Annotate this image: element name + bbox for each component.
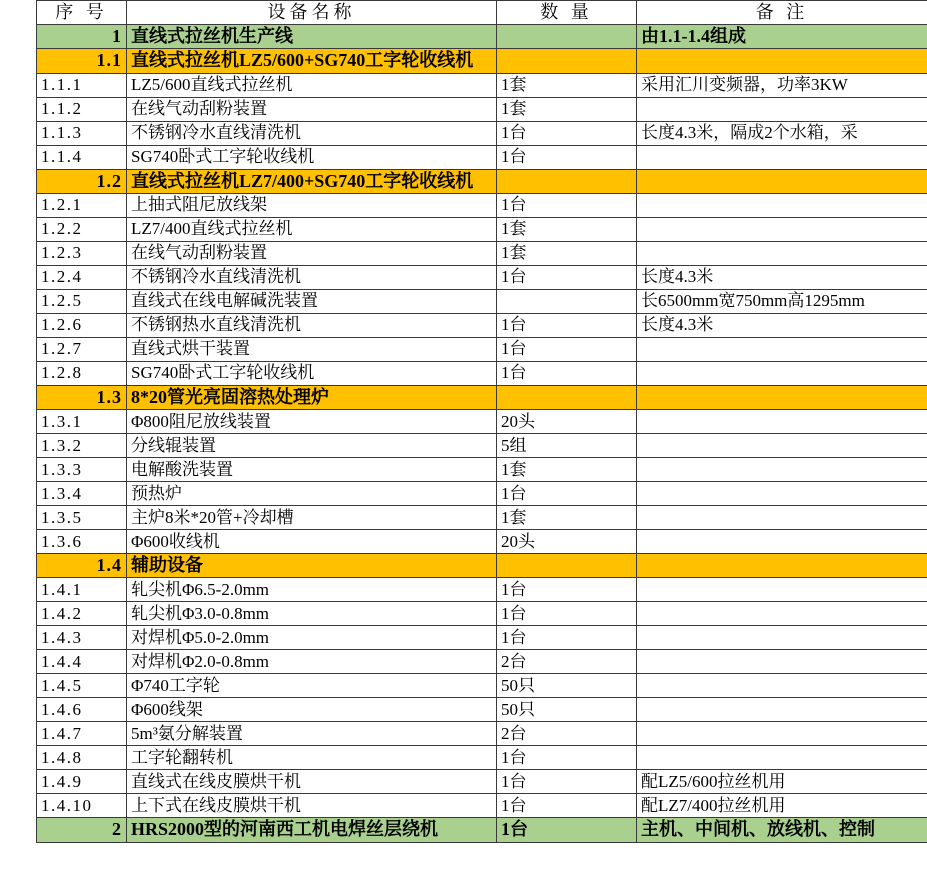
cell-quantity[interactable]: 1套 <box>497 458 637 482</box>
table-row[interactable] <box>37 361 927 385</box>
cell-note[interactable] <box>637 458 927 482</box>
cell-quantity[interactable]: 1台 <box>497 578 637 602</box>
cell-note[interactable]: 长度4.3米 <box>637 313 927 337</box>
cell-no[interactable]: 2 <box>37 818 127 842</box>
cell-equipment-name[interactable]: 5m³氨分解装置 <box>127 722 497 746</box>
cell-note[interactable] <box>637 602 927 626</box>
table-row[interactable] <box>37 530 927 554</box>
cell-quantity[interactable]: 1台 <box>497 794 637 818</box>
cell-note[interactable]: 长6500mm宽750mm高1295mm <box>637 289 927 313</box>
cell-no[interactable]: 1.2.5 <box>37 289 127 313</box>
cell-equipment-name[interactable]: Φ740工字轮 <box>127 674 497 698</box>
cell-note[interactable] <box>637 698 927 722</box>
table-row[interactable] <box>37 818 927 842</box>
cell-no[interactable]: 1.3.4 <box>37 482 127 506</box>
table-row[interactable] <box>37 385 927 409</box>
cell-note[interactable] <box>637 193 927 217</box>
cell-equipment-name[interactable]: 在线气动刮粉装置 <box>127 97 497 121</box>
table-row[interactable] <box>37 410 927 434</box>
cell-no[interactable]: 1.4.6 <box>37 698 127 722</box>
cell-note[interactable] <box>637 361 927 385</box>
cell-note[interactable] <box>637 217 927 241</box>
cell-equipment-name[interactable]: 直线式烘干装置 <box>127 337 497 361</box>
column-header-qty: 数 量 <box>497 1 637 25</box>
table-row[interactable] <box>37 25 927 49</box>
cell-quantity[interactable]: 1台 <box>497 145 637 169</box>
cell-equipment-name[interactable]: 电解酸洗装置 <box>127 458 497 482</box>
cell-quantity[interactable]: 1台 <box>497 193 637 217</box>
cell-equipment-name[interactable]: SG740卧式工字轮收线机 <box>127 145 497 169</box>
cell-equipment-name[interactable]: SG740卧式工字轮收线机 <box>127 361 497 385</box>
cell-quantity[interactable] <box>497 289 637 313</box>
cell-quantity[interactable]: 1套 <box>497 241 637 265</box>
cell-no[interactable]: 1.2.7 <box>37 337 127 361</box>
table-row[interactable] <box>37 193 927 217</box>
cell-equipment-name[interactable]: 8*20管光亮固溶热处理炉 <box>127 385 497 409</box>
table-row[interactable] <box>37 674 927 698</box>
cell-equipment-name[interactable]: 主炉8米*20管+冷却槽 <box>127 506 497 530</box>
cell-no[interactable]: 1.4.10 <box>37 794 127 818</box>
cell-quantity[interactable] <box>497 49 637 73</box>
cell-note[interactable] <box>637 578 927 602</box>
cell-quantity[interactable]: 1套 <box>497 506 637 530</box>
cell-no[interactable]: 1.2 <box>37 169 127 193</box>
cell-note[interactable] <box>637 434 927 458</box>
cell-note[interactable] <box>637 97 927 121</box>
cell-quantity[interactable]: 1套 <box>497 97 637 121</box>
cell-quantity[interactable]: 1套 <box>497 217 637 241</box>
cell-no[interactable]: 1.2.2 <box>37 217 127 241</box>
cell-quantity[interactable]: 50只 <box>497 674 637 698</box>
cell-note[interactable]: 主机、中间机、放线机、控制 <box>637 818 927 842</box>
cell-no[interactable]: 1.1.1 <box>37 73 127 97</box>
cell-no[interactable]: 1.3 <box>37 385 127 409</box>
cell-no[interactable]: 1.3.3 <box>37 458 127 482</box>
cell-no[interactable]: 1.2.3 <box>37 241 127 265</box>
cell-quantity[interactable]: 2台 <box>497 722 637 746</box>
cell-no[interactable]: 1.4.7 <box>37 722 127 746</box>
cell-no[interactable]: 1.2.6 <box>37 313 127 337</box>
equipment-table <box>36 0 927 843</box>
cell-quantity[interactable] <box>497 385 637 409</box>
cell-note[interactable] <box>637 49 927 73</box>
cell-equipment-name[interactable]: 轧尖机Φ3.0-0.8mm <box>127 602 497 626</box>
cell-quantity[interactable]: 1台 <box>497 482 637 506</box>
table-row[interactable] <box>37 698 927 722</box>
cell-no[interactable]: 1.1.3 <box>37 121 127 145</box>
cell-quantity[interactable]: 1台 <box>497 121 637 145</box>
cell-no[interactable]: 1.2.4 <box>37 265 127 289</box>
cell-quantity[interactable]: 1套 <box>497 73 637 97</box>
cell-equipment-name[interactable]: 直线式拉丝机LZ5/600+SG740工字轮收线机 <box>127 49 497 73</box>
cell-note[interactable] <box>637 169 927 193</box>
cell-no[interactable]: 1.2.8 <box>37 361 127 385</box>
cell-equipment-name[interactable]: 直线式在线电解碱洗装置 <box>127 289 497 313</box>
cell-quantity[interactable]: 1台 <box>497 337 637 361</box>
cell-quantity[interactable]: 20头 <box>497 530 637 554</box>
cell-note[interactable] <box>637 241 927 265</box>
cell-no[interactable]: 1.4.8 <box>37 746 127 770</box>
cell-equipment-name[interactable]: 不锈钢冷水直线清洗机 <box>127 121 497 145</box>
cell-equipment-name[interactable]: 预热炉 <box>127 482 497 506</box>
cell-equipment-name[interactable]: 直线式在线皮膜烘干机 <box>127 770 497 794</box>
table-row[interactable] <box>37 121 927 145</box>
cell-no[interactable]: 1.2.1 <box>37 193 127 217</box>
table-row[interactable] <box>37 770 927 794</box>
cell-quantity[interactable]: 1台 <box>497 265 637 289</box>
cell-note[interactable]: 配LZ7/400拉丝机用 <box>637 794 927 818</box>
table-row[interactable] <box>37 506 927 530</box>
table-row[interactable] <box>37 169 927 193</box>
cell-no[interactable]: 1.4.9 <box>37 770 127 794</box>
cell-quantity[interactable] <box>497 169 637 193</box>
cell-no[interactable]: 1.3.5 <box>37 506 127 530</box>
table-body <box>37 1 927 843</box>
cell-equipment-name[interactable]: 辅助设备 <box>127 554 497 578</box>
column-header-note: 备 注 <box>637 1 927 25</box>
cell-quantity[interactable]: 1台 <box>497 626 637 650</box>
cell-quantity[interactable]: 5组 <box>497 434 637 458</box>
table-row[interactable] <box>37 265 927 289</box>
cell-note[interactable] <box>637 145 927 169</box>
cell-equipment-name[interactable]: 轧尖机Φ6.5-2.0mm <box>127 578 497 602</box>
cell-note[interactable] <box>637 482 927 506</box>
cell-note[interactable]: 配LZ5/600拉丝机用 <box>637 770 927 794</box>
table-row[interactable] <box>37 145 927 169</box>
cell-quantity[interactable]: 1台 <box>497 361 637 385</box>
cell-no[interactable]: 1.1.4 <box>37 145 127 169</box>
cell-equipment-name[interactable]: 不锈钢冷水直线清洗机 <box>127 265 497 289</box>
cell-no[interactable]: 1.1 <box>37 49 127 73</box>
table-row[interactable] <box>37 49 927 73</box>
table-row[interactable] <box>37 794 927 818</box>
table-row[interactable] <box>37 722 927 746</box>
cell-equipment-name[interactable]: HRS2000型的河南西工机电焊丝层绕机 <box>127 818 497 842</box>
cell-no[interactable]: 1.4.3 <box>37 626 127 650</box>
cell-no[interactable]: 1.3.6 <box>37 530 127 554</box>
cell-note[interactable] <box>637 626 927 650</box>
cell-no[interactable]: 1.4.2 <box>37 602 127 626</box>
table-row[interactable] <box>37 313 927 337</box>
table-row[interactable] <box>37 650 927 674</box>
cell-note[interactable]: 由1.1-1.4组成 <box>637 25 927 49</box>
cell-note[interactable] <box>637 554 927 578</box>
cell-equipment-name[interactable]: Φ800阻尼放线装置 <box>127 410 497 434</box>
table-row[interactable] <box>37 578 927 602</box>
cell-no[interactable]: 1.1.2 <box>37 97 127 121</box>
cell-no[interactable]: 1.3.1 <box>37 410 127 434</box>
cell-quantity[interactable]: 1台 <box>497 746 637 770</box>
table-row[interactable] <box>37 217 927 241</box>
cell-quantity[interactable] <box>497 25 637 49</box>
cell-no[interactable]: 1.3.2 <box>37 434 127 458</box>
table-row[interactable] <box>37 73 927 97</box>
cell-equipment-name[interactable]: 工字轮翻转机 <box>127 746 497 770</box>
cell-quantity[interactable]: 20头 <box>497 410 637 434</box>
cell-no[interactable]: 1.4.5 <box>37 674 127 698</box>
cell-quantity[interactable]: 1台 <box>497 313 637 337</box>
cell-no[interactable]: 1 <box>37 25 127 49</box>
table-header-row <box>37 1 927 25</box>
table-row[interactable] <box>37 554 927 578</box>
table-row[interactable] <box>37 434 927 458</box>
cell-note[interactable] <box>637 746 927 770</box>
column-header-no: 序 号 <box>37 1 127 25</box>
cell-equipment-name[interactable]: LZ7/400直线式拉丝机 <box>127 217 497 241</box>
cell-quantity[interactable]: 1台 <box>497 770 637 794</box>
cell-equipment-name[interactable]: LZ5/600直线式拉丝机 <box>127 73 497 97</box>
table-row[interactable] <box>37 241 927 265</box>
cell-note[interactable] <box>637 674 927 698</box>
cell-equipment-name[interactable]: 对焊机Φ2.0-0.8mm <box>127 650 497 674</box>
cell-quantity[interactable]: 50只 <box>497 698 637 722</box>
cell-quantity[interactable]: 2台 <box>497 650 637 674</box>
column-header-name: 设备名称 <box>127 1 497 25</box>
cell-equipment-name[interactable]: 直线式拉丝机LZ7/400+SG740工字轮收线机 <box>127 169 497 193</box>
cell-note[interactable]: 长度4.3米 <box>637 265 927 289</box>
table-row[interactable] <box>37 97 927 121</box>
table-row[interactable] <box>37 458 927 482</box>
cell-note[interactable] <box>637 722 927 746</box>
cell-equipment-name[interactable]: 分线辊装置 <box>127 434 497 458</box>
table-row[interactable] <box>37 482 927 506</box>
cell-equipment-name[interactable]: 对焊机Φ5.0-2.0mm <box>127 626 497 650</box>
cell-note[interactable] <box>637 410 927 434</box>
table-row[interactable] <box>37 337 927 361</box>
cell-equipment-name[interactable]: 上抽式阻尼放线架 <box>127 193 497 217</box>
cell-quantity[interactable]: 1台 <box>497 818 637 842</box>
cell-equipment-name[interactable]: 上下式在线皮膜烘干机 <box>127 794 497 818</box>
cell-note[interactable] <box>637 337 927 361</box>
cell-no[interactable]: 1.4.4 <box>37 650 127 674</box>
table-row[interactable] <box>37 746 927 770</box>
cell-note[interactable] <box>637 530 927 554</box>
cell-equipment-name[interactable]: 不锈钢热水直线清洗机 <box>127 313 497 337</box>
cell-equipment-name[interactable]: Φ600线架 <box>127 698 497 722</box>
cell-note[interactable] <box>637 650 927 674</box>
table-row[interactable] <box>37 602 927 626</box>
cell-equipment-name[interactable]: 在线气动刮粉装置 <box>127 241 497 265</box>
table-row[interactable] <box>37 289 927 313</box>
cell-no[interactable]: 1.4.1 <box>37 578 127 602</box>
cell-no[interactable]: 1.4 <box>37 554 127 578</box>
cell-equipment-name[interactable]: 直线式拉丝机生产线 <box>127 25 497 49</box>
cell-note[interactable]: 采用汇川变频器，功率3KW <box>637 73 927 97</box>
table-row[interactable] <box>37 626 927 650</box>
cell-quantity[interactable] <box>497 554 637 578</box>
cell-equipment-name[interactable]: Φ600收线机 <box>127 530 497 554</box>
cell-quantity[interactable]: 1台 <box>497 602 637 626</box>
cell-note[interactable] <box>637 385 927 409</box>
cell-note[interactable]: 长度4.3米，隔成2个水箱，采 <box>637 121 927 145</box>
cell-note[interactable] <box>637 506 927 530</box>
